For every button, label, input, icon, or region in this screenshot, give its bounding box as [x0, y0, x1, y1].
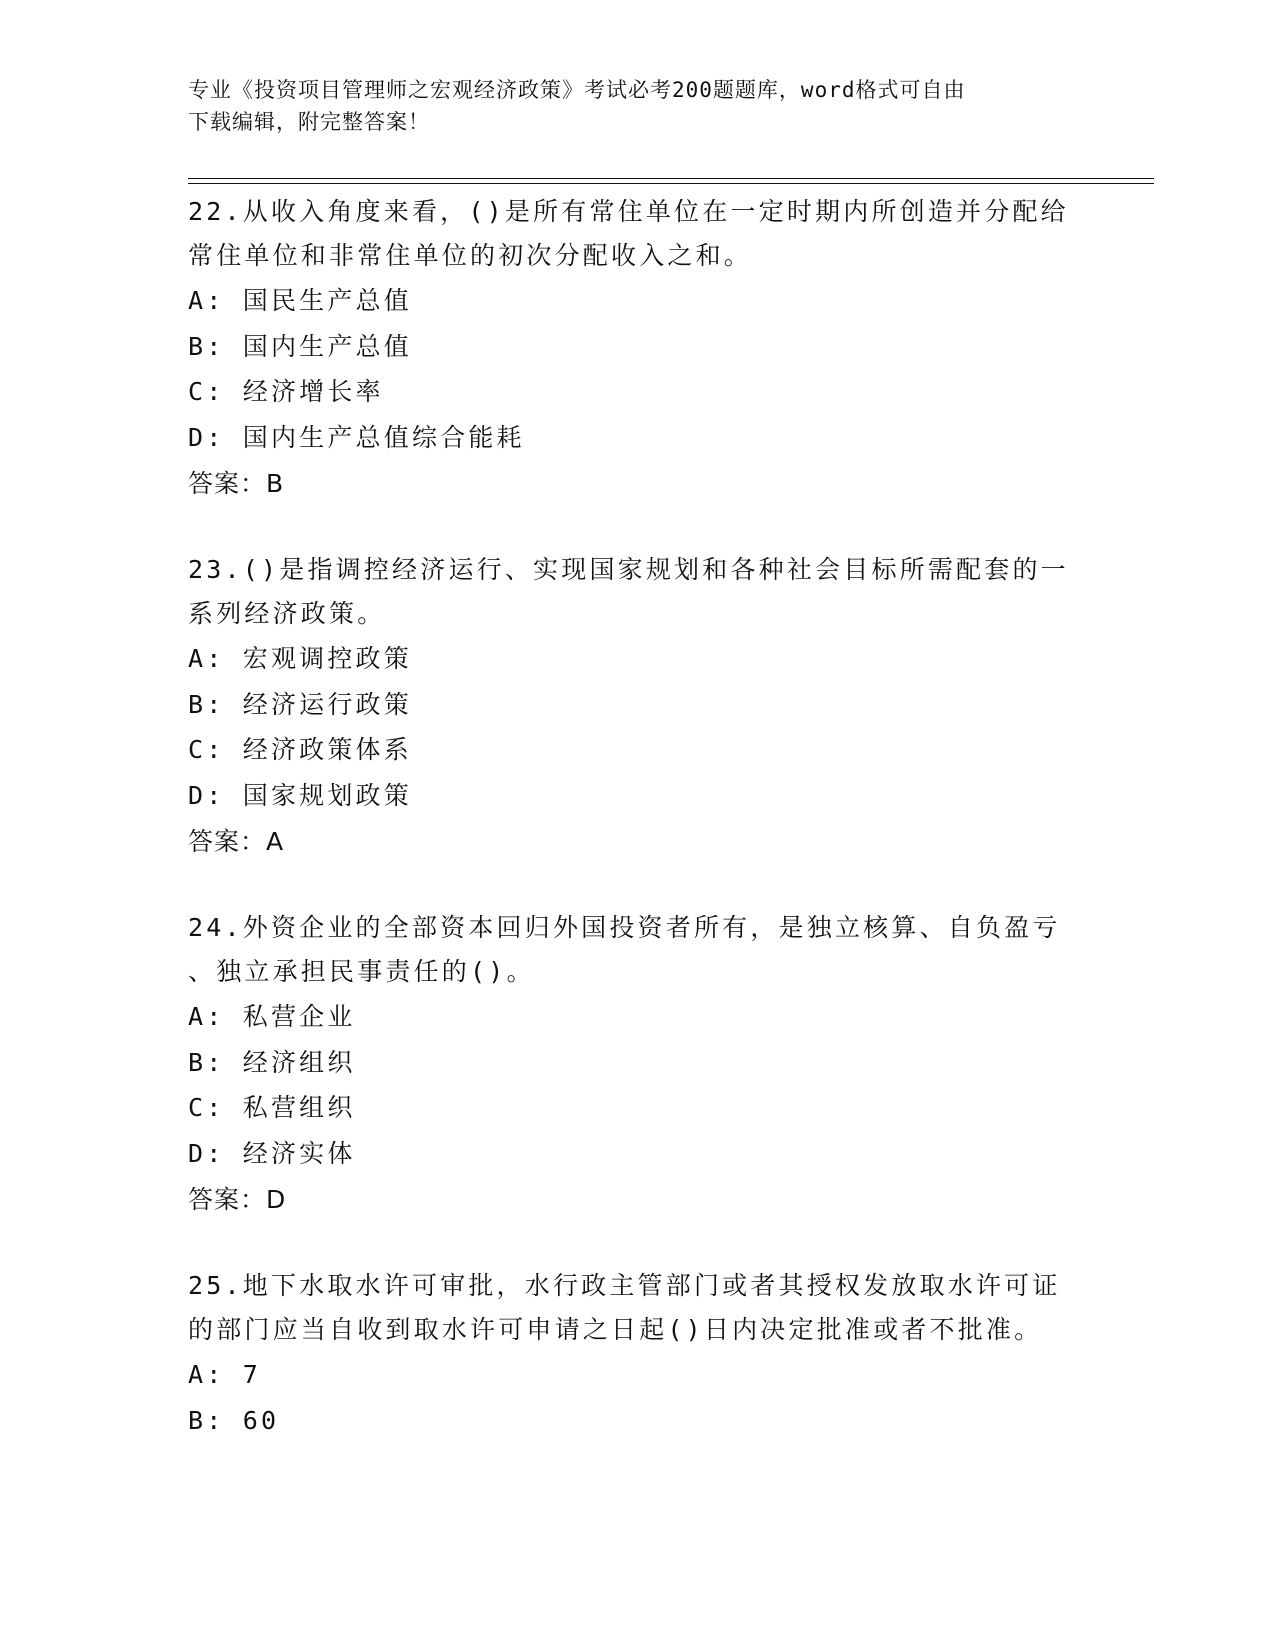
- answer-line: 答案：B: [188, 469, 285, 498]
- option-d: D: 国内生产总值综合能耗: [188, 422, 525, 452]
- option-b: B: 经济组织: [188, 1047, 356, 1077]
- stem-line-1: 23.()是指调控经济运行、实现国家规划和各种社会目标所需配套的一: [188, 555, 1069, 584]
- question-stem: [188, 1264, 1088, 1352]
- question-25: [188, 1264, 1088, 1443]
- option-b: B: 60: [188, 1405, 280, 1435]
- question-24: [188, 906, 1088, 1222]
- question-stem: [188, 190, 1088, 278]
- option-b: B: 经济运行政策: [188, 689, 412, 719]
- stem-line-1: 22.从收入角度来看，()是所有常住单位在一定时期内所创造并分配给: [188, 197, 1069, 226]
- option-c: C: 私营组织: [188, 1093, 356, 1122]
- question-stem: [188, 548, 1088, 636]
- option-a: A: 私营企业: [188, 1002, 356, 1031]
- option-d: D: 国家规划政策: [188, 780, 412, 810]
- stem-line-1: 24.外资企业的全部资本回归外国投资者所有，是独立核算、自负盈亏: [188, 913, 1061, 942]
- stem-line-2: 系列经济政策。: [188, 599, 386, 628]
- question-stem: [188, 906, 1088, 994]
- question-list: [188, 190, 1088, 1485]
- question-22: [188, 190, 1088, 506]
- header-rule-top: [188, 178, 1154, 179]
- option-c: C: 经济政策体系: [188, 735, 412, 764]
- option-a: A: 国民生产总值: [188, 286, 412, 315]
- option-b: B: 国内生产总值: [188, 331, 412, 361]
- stem-line-2: 常住单位和非常住单位的初次分配收入之和。: [188, 241, 753, 270]
- stem-line-2: 的部门应当自收到取水许可申请之日起()日内决定批准或者不批准。: [188, 1315, 1043, 1344]
- stem-line-1: 25.地下水取水许可审批，水行政主管部门或者其授权发放取水许可证: [188, 1271, 1061, 1300]
- answer-line: 答案：A: [188, 827, 285, 856]
- question-23: [188, 548, 1088, 864]
- answer-line: 答案：D: [188, 1185, 287, 1214]
- document-header: [188, 74, 1068, 138]
- option-c: C: 经济增长率: [188, 377, 384, 406]
- option-d: D: 经济实体: [188, 1138, 356, 1168]
- option-a: A: 宏观调控政策: [188, 644, 412, 673]
- header-line-2: 下载编辑，附完整答案！: [188, 110, 430, 134]
- option-a: A: 7: [188, 1360, 262, 1389]
- header-line-1: 专业《投资项目管理师之宏观经济政策》考试必考200题题库，word格式可自由: [188, 78, 966, 102]
- stem-line-2: 、独立承担民事责任的()。: [188, 957, 535, 986]
- header-rule-bottom: [188, 183, 1154, 184]
